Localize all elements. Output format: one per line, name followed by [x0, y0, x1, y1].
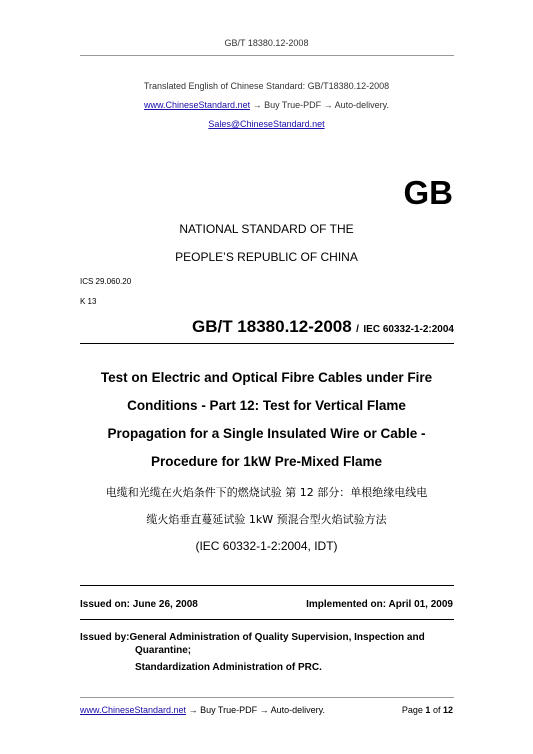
buy-text: → Buy True-PDF → Auto-delivery.	[250, 100, 389, 110]
page-label: Page	[401, 705, 423, 715]
issued-by-line-2: Quarantine;	[135, 645, 192, 656]
standard-number-line	[80, 317, 454, 337]
title-line-3: Propagation for a Single Insulated Wire or Cable -	[107, 426, 426, 441]
title-line-2: Conditions - Part 12: Test for Vertical Flame	[127, 398, 406, 413]
iec-reference: (IEC 60332-1-2:2004, IDT)	[195, 539, 338, 553]
page-current: 1	[425, 705, 431, 715]
title-line-1: Test on Electric and Optical Fibre Cables under Fire	[100, 370, 433, 385]
page-number	[402, 705, 453, 715]
footer-buy-line	[80, 705, 325, 715]
k-code: K 13	[80, 297, 97, 306]
gb-logo-text: GB	[403, 174, 453, 211]
dates-divider-bottom	[80, 619, 454, 620]
footer-divider	[80, 697, 454, 698]
issued-on-date: Issued on: June 26, 2008	[80, 599, 198, 610]
header-divider	[80, 55, 454, 56]
standard-separator: /	[356, 324, 359, 335]
issued-by-line-3: Standardization Administration of PRC.	[135, 662, 322, 673]
ics-code: ICS 29.060.20	[80, 277, 132, 286]
issued-by-block	[80, 631, 425, 674]
issued-by-line-1: General Administration of Quality Supervision, Inspection and	[129, 632, 425, 643]
translation-note: Translated English of Chinese Standard: GB/T18380.12-2008	[143, 81, 390, 91]
chinese-title-line-1: 电缆和光缆在火焰条件下的燃烧试验 第 12 部分：单根绝缘电线电	[105, 486, 428, 499]
dates-divider-top	[80, 585, 454, 586]
email-link[interactable]: Sales@ChineseStandard.net	[208, 119, 325, 129]
standard-code: GB/T 18380.12-2008	[191, 317, 352, 336]
running-header: GB/T 18380.12-2008	[224, 38, 309, 48]
title-line-4: Procedure for 1kW Pre-Mixed Flame	[150, 454, 383, 469]
chinese-title-line-2: 缆火焰垂直蔓延试验 1kW 预混合型火焰试验方法	[146, 513, 387, 526]
of-label: of	[432, 705, 441, 715]
implemented-on-date: Implemented on: April 01, 2009	[306, 599, 453, 610]
footer-site-link[interactable]: www.ChineseStandard.net	[80, 705, 187, 715]
page-total: 12	[442, 705, 453, 715]
footer-buy-text: → Buy True-PDF → Auto-delivery.	[186, 705, 325, 715]
title-divider	[80, 343, 454, 344]
site-link[interactable]: www.ChineseStandard.net	[144, 100, 251, 110]
national-standard-line1: NATIONAL STANDARD OF THE	[179, 222, 354, 236]
national-standard-line2: PEOPLE’S REPUBLIC OF CHINA	[175, 250, 358, 264]
iec-code: IEC 60332-1-2:2004	[363, 324, 454, 335]
buy-line	[0, 100, 533, 110]
email-line	[0, 119, 533, 129]
issued-by-label: Issued by:	[80, 632, 130, 643]
